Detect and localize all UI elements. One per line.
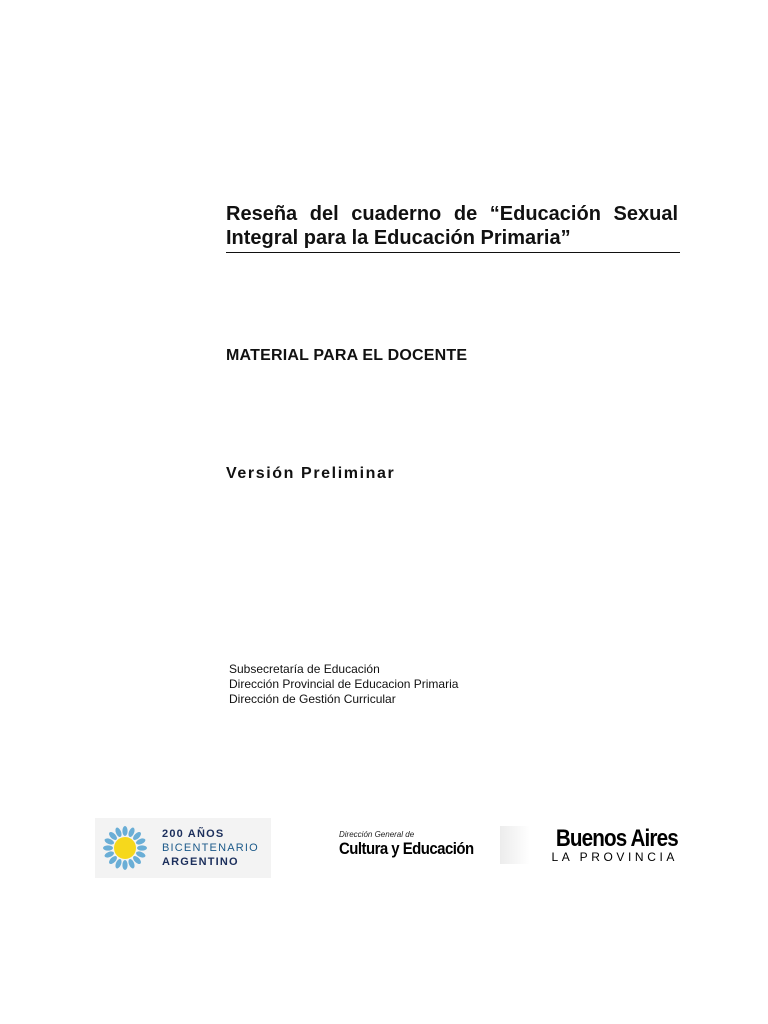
document-title-line1: Reseña del cuaderno de “Educación Sexual — [226, 203, 678, 225]
sun-ray — [103, 845, 113, 850]
version-label: Versión Preliminar — [226, 465, 396, 482]
sun-ray — [122, 860, 127, 870]
credit-line: Subsecretaría de Educación — [229, 662, 380, 676]
cultura-educacion-logo — [339, 830, 499, 862]
credit-line: Dirección de Gestión Curricular — [229, 692, 396, 706]
document-title — [226, 202, 678, 250]
material-heading: MATERIAL PARA EL DOCENTE — [226, 347, 468, 364]
document-title-line2: Integral para la Educación Primaria” — [226, 227, 571, 249]
cultura-logo-big-text: Cultura y Educación — [339, 839, 474, 858]
buenos-aires-wordmark: Buenos Aires — [556, 825, 678, 852]
title-underline — [226, 252, 680, 253]
sun-ray — [122, 826, 127, 836]
bicentenario-logo — [95, 818, 271, 878]
bicentenario-line2: BICENTENARIO — [162, 842, 259, 854]
credit-line: Dirección Provincial de Educacion Primaria — [229, 677, 459, 691]
bicentenario-line3: ARGENTINO — [162, 856, 239, 868]
bicentenario-line1: 200 AÑOS — [162, 828, 225, 840]
cultura-logo-small-text: Dirección General de — [339, 830, 415, 839]
credits-list — [229, 662, 458, 707]
title-block — [226, 202, 678, 253]
sun-icon — [101, 824, 149, 872]
bicentenario-wordmark — [162, 827, 259, 869]
la-provincia-wordmark: LA PROVINCIA — [551, 850, 678, 864]
sun-ray — [137, 845, 147, 850]
buenos-aires-provincia-logo — [500, 826, 680, 864]
